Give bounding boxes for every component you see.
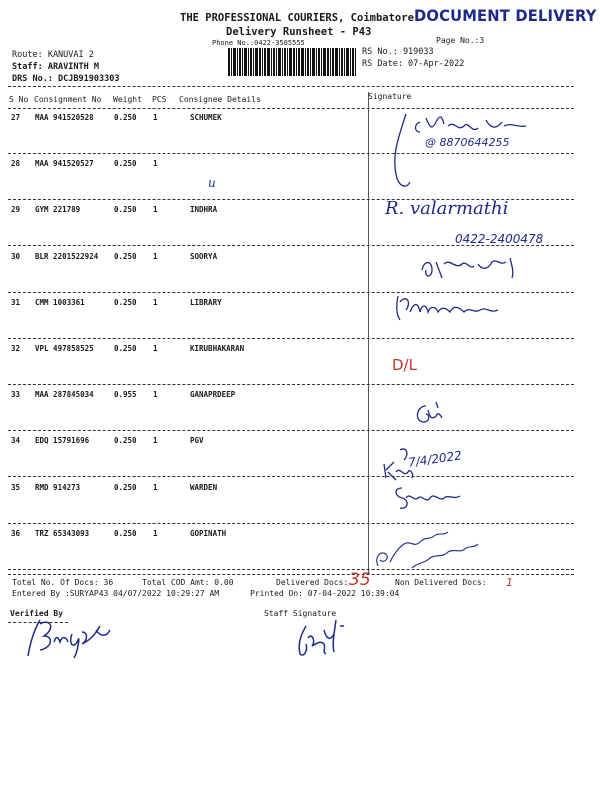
- verified-by-label: Verified By: [10, 609, 63, 618]
- row-sno: 36: [11, 528, 21, 538]
- row-sno: 28: [11, 159, 21, 169]
- rs-date: RS Date: 07-Apr-2022: [362, 59, 465, 69]
- table-row: [0, 483, 600, 529]
- row-pcs: 1: [153, 205, 158, 215]
- row-consignee: LIBRARY: [190, 297, 222, 307]
- row-divider: [8, 384, 574, 385]
- row-weight: 0.250: [114, 482, 137, 492]
- route-label: Route: KANUVAI 2: [12, 50, 94, 60]
- signature-row-35: [392, 480, 472, 518]
- row-divider: [8, 523, 574, 524]
- printed-on: Printed On: 07-04-2022 10:39:04: [250, 589, 400, 598]
- row-consignment-no: MAA 941520527: [35, 159, 94, 169]
- row-sno: 33: [11, 390, 21, 400]
- row-consignment-no: TRZ 65343093: [35, 528, 90, 538]
- row-sno: 31: [11, 297, 21, 307]
- staff-signature-label: Staff Signature: [264, 609, 337, 618]
- row-sno: 30: [11, 251, 21, 261]
- signature-row-31: [392, 290, 532, 330]
- row-weight: 0.955: [114, 390, 137, 400]
- row-weight: 0.250: [114, 251, 137, 261]
- row-weight: 0.250: [114, 113, 137, 122]
- row-sno: 35: [11, 482, 21, 492]
- runsheet-title: Delivery Runsheet - P43: [226, 26, 372, 38]
- row-weight: 0.250: [114, 344, 137, 353]
- header-rule-top: [8, 86, 574, 87]
- handwritten-delivered-count: 35: [349, 570, 371, 590]
- row-divider: [8, 476, 574, 477]
- page-number: Page No.:3: [436, 36, 485, 45]
- col-consignee: Consignee Details: [179, 95, 261, 104]
- row-pcs: 1: [153, 251, 158, 261]
- row-consignee: KIRUBHAKARAN: [190, 344, 245, 353]
- handwritten-name-row-29: R. valarmathi: [385, 198, 509, 219]
- handwritten-nondelivered-mark: 1: [506, 576, 513, 589]
- verifier-signature: [26, 614, 126, 664]
- row-consignee: GOPINATH: [190, 528, 227, 538]
- table-row: [0, 390, 600, 436]
- staff-signature-mark: [294, 616, 364, 666]
- row-weight: 0.250: [114, 297, 137, 307]
- handwritten-mark-row-28: u: [208, 176, 216, 190]
- row-consignee: SOORYA: [190, 251, 218, 261]
- row-pcs: 1: [153, 159, 158, 169]
- row-divider: [8, 430, 574, 431]
- row-sno: 29: [11, 205, 21, 215]
- signature-row-27: [386, 108, 586, 192]
- row-divider: [8, 338, 574, 339]
- row-weight: 0.250: [114, 528, 137, 538]
- row-pcs: 1: [153, 528, 158, 538]
- handwritten-phone-row-27: @ 8870644255: [425, 136, 510, 149]
- table-row: [0, 529, 600, 575]
- total-cod: Total COD Amt: 0.00: [142, 578, 234, 587]
- row-sno: 34: [11, 436, 21, 446]
- row-pcs: 1: [153, 297, 158, 307]
- company-title: THE PROFESSIONAL COURIERS, Coimbatore: [180, 12, 414, 24]
- delivered-docs-label: Delivered Docs:: [276, 578, 349, 587]
- row-consignment-no: GYM 221789: [35, 205, 81, 215]
- row-consignee: PGV: [190, 436, 204, 446]
- signature-row-36: [372, 526, 502, 576]
- col-sno: S No: [9, 95, 29, 104]
- row-consignee: SCHUMEK: [190, 113, 222, 122]
- row-consignee: WARDEN: [190, 482, 218, 492]
- row-consignment-no: EDQ 15791696: [35, 436, 90, 446]
- row-pcs: 1: [153, 482, 158, 492]
- row-sno: 32: [11, 344, 21, 353]
- signature-row-33: [412, 400, 452, 434]
- rs-number: RS No.: 919033: [362, 47, 434, 57]
- row-weight: 0.250: [114, 205, 137, 215]
- table-row: [0, 436, 600, 482]
- row-consignment-no: MAA 941520528: [35, 113, 94, 122]
- row-pcs: 1: [153, 113, 158, 122]
- row-consignment-no: MAA 287845034: [35, 390, 94, 400]
- staff-label: Staff: ARAVINTH M: [12, 62, 99, 72]
- handwritten-date-row-34: 7/4/2022: [407, 448, 463, 470]
- handwritten-dl-row-32: D/L: [392, 356, 417, 374]
- row-pcs: 1: [153, 436, 158, 446]
- col-signature: Signature: [368, 92, 412, 101]
- col-pcs: PCS: [152, 95, 167, 104]
- entered-by: Entered By :SURYAP43 04/07/2022 10:29:27 AM: [12, 589, 220, 598]
- row-consignment-no: VPL 497858525: [35, 344, 94, 353]
- table-row: [0, 344, 600, 390]
- non-delivered-docs-label: Non Delivered Docs:: [395, 578, 487, 587]
- row-weight: 0.250: [114, 159, 137, 169]
- row-sno: 27: [11, 113, 21, 122]
- total-docs: Total No. Of Docs: 36: [12, 578, 114, 587]
- barcode-image: [228, 48, 356, 76]
- row-consignee: INDHRA: [190, 205, 218, 215]
- col-consignment: Consignment No: [34, 95, 102, 104]
- signature-row-30: [418, 252, 538, 286]
- phone-number: Phone No.:0422-3505555: [212, 39, 305, 47]
- document-delivery-stamp: DOCUMENT DELIVERY: [414, 6, 597, 25]
- row-pcs: 1: [153, 390, 158, 400]
- handwritten-phone-row-29: 0422-2400478: [455, 232, 544, 246]
- row-weight: 0.250: [114, 436, 137, 446]
- footer-rule: [8, 574, 574, 575]
- col-weight: Weight: [113, 95, 142, 104]
- drs-number: DRS No.: DCJB91903303: [12, 74, 120, 84]
- row-consignee: GANAPRDEEP: [190, 390, 236, 400]
- row-consignment-no: RMD 914273: [35, 482, 81, 492]
- row-consignment-no: CMM 1003361: [35, 297, 85, 307]
- row-pcs: 1: [153, 344, 158, 353]
- row-consignment-no: BLR 2201522924: [35, 251, 99, 261]
